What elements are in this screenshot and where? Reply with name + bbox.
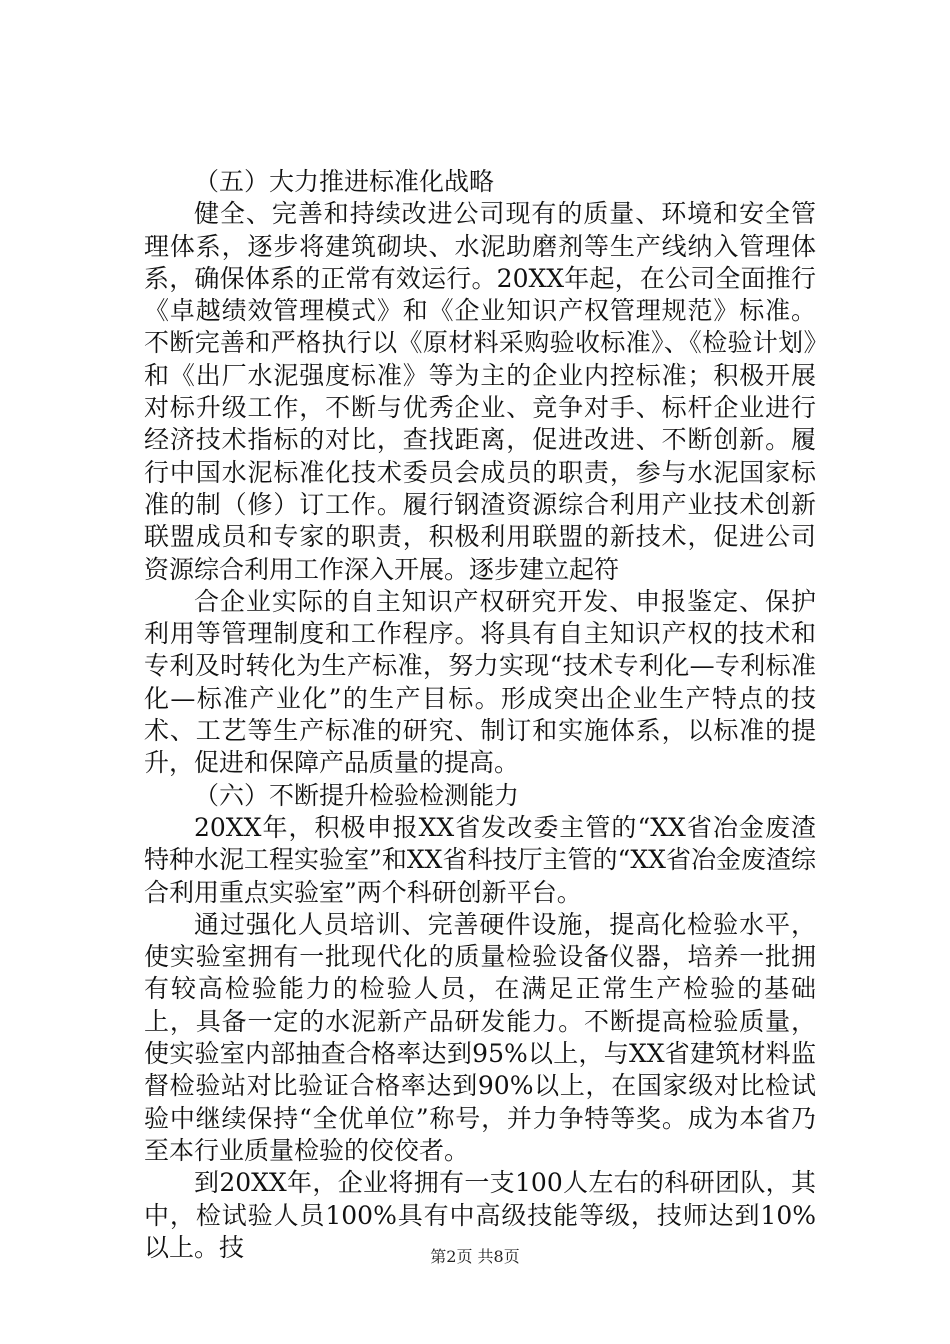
paragraph: 合企业实际的自主知识产权研究开发、申报鉴定、保护利用等管理制度和工作程序。将具有自主知识产权的技术和专利及时转化为生产标准，努力实现“技术专利化—专利标准化—标准产业化”的生产目标。形成突出企业生产特点的技术、工艺等生产标准的研究、制订和实施体系，以标准的提升，促进和保障产品质量的提高。 <box>144 586 816 778</box>
paragraph: 到20XX年，企业将拥有一支100人左右的科研团队，其中，检试验人员100%具有中高级技能等级，技师达到10%以上。技 <box>144 1168 816 1262</box>
paragraph: 通过强化人员培训、完善硬件设施，提高化检验水平，使实验室拥有一批现代化的质量检验设备仪器，培养一批拥有较高检验能力的检验人员，在满足正常生产检验的基础上，具备一定的水泥新产品研发能力。不断提高检验质量，使实验室内部抽查合格率达到95%以上，与XX省建筑材料监督检验站对比验证合格率达到90%以上，在国家级对比检试验中继续保持“全优单位”称号，并力争特等奖。成为本省乃至本行业质量检验的佼佼者。 <box>144 909 816 1165</box>
paragraph: 20XX年，积极申报XX省发改委主管的“XX省冶金废渣特种水泥工程实验室”和XX省科技厅主管的“XX省冶金废渣综合利用重点实验室”两个科研创新平台。 <box>144 812 816 907</box>
section-heading-6: （六）不断提升检验检测能力 <box>194 780 520 810</box>
document-body <box>144 166 816 1264</box>
paragraph: 健全、完善和持续改进公司现有的质量、环境和安全管理体系，逐步将建筑砌块、水泥助磨剂等生产线纳入管理体系，确保体系的正常有效运行。20XX年起，在公司全面推行《卓越绩效管理模式》和《企业知识产权管理规范》标准。不断完善和严格执行以《原材料采购验收标准》、《检验计划》和《出厂水泥强度标准》等为主的企业内控标准；积极开展对标升级工作，不断与优秀企业、竞争对手、标杆企业进行经济技术指标的对比，查找距离，促进改进、不断创新。履行中国水泥标准化技术委员会成员的职责，参与水泥国家标准的制（修）订工作。履行钢渣资源综合利用产业技术创新联盟成员和专家的职责，积极利用联盟的新技术，促进公司资源综合利用工作深入开展。逐步建立起符 <box>144 199 816 584</box>
page-footer: 第2页 共8页 <box>430 1247 520 1266</box>
section-heading-5: （五）大力推进标准化战略 <box>194 167 495 196</box>
